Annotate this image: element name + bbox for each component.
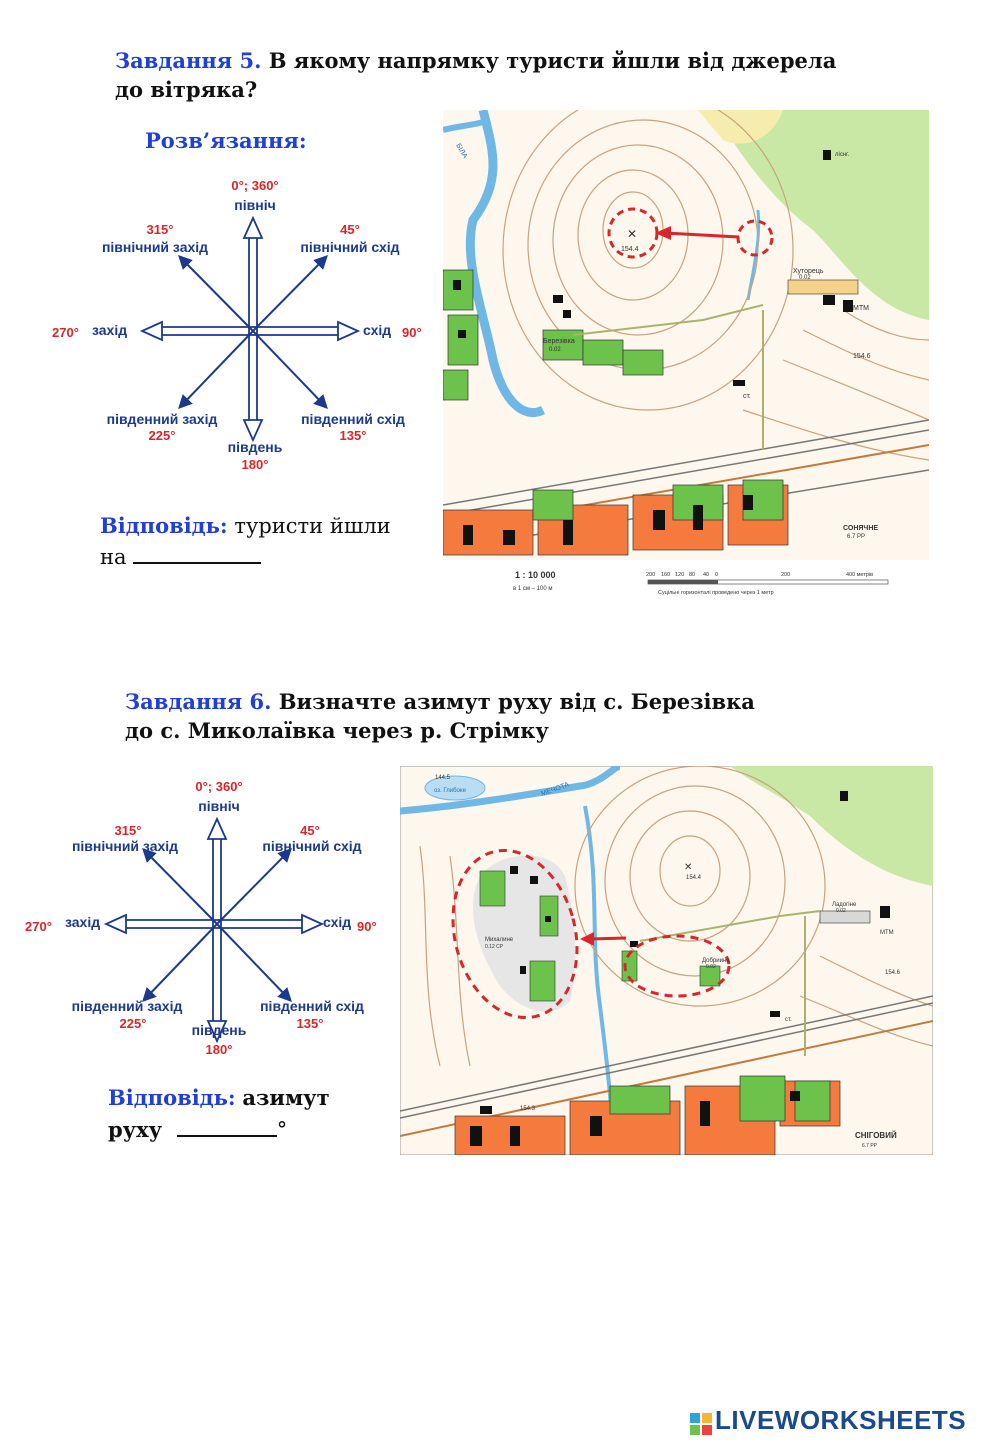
village2-label: Добриине (702, 958, 730, 964)
se-degree: 135° (296, 1016, 324, 1031)
svg-text:40: 40 (703, 572, 710, 578)
east-label: схід (363, 322, 392, 338)
task5-label: Завдання 5. (115, 48, 262, 73)
north-degree: 0°; 360° (231, 178, 279, 193)
svg-text:200: 200 (781, 572, 791, 578)
west-degree: 270° (25, 919, 52, 934)
sw-degree: 225° (119, 1016, 147, 1031)
west-label: захід (92, 322, 128, 338)
ne-label: північний схід (262, 838, 362, 854)
se-label: південний схід (301, 411, 405, 427)
svg-text:400 метрів: 400 метрів (846, 572, 874, 578)
task5-answer-blank[interactable] (133, 542, 261, 564)
village2-elev: 0.02 (706, 964, 716, 970)
svg-text:200: 200 (646, 572, 656, 578)
task6-question (125, 687, 925, 745)
village2-elev: 0.02 (799, 275, 811, 281)
mill-elev: 154.4 (686, 875, 702, 881)
south-label: південь (227, 439, 283, 455)
map-scale-sub: в 1 см – 100 м (513, 586, 553, 592)
task6-answer-text: азимут (242, 1085, 330, 1110)
station-label: ст. (743, 393, 751, 400)
east-degree: 90° (357, 919, 377, 934)
north-degree: 0°; 360° (195, 779, 243, 794)
river-label: БІЛА (454, 142, 469, 160)
liveworksheets-logo (690, 1405, 966, 1436)
task5-map (443, 110, 929, 596)
south-degree: 180° (205, 1042, 233, 1057)
mill-elev: 154.4 (621, 246, 639, 253)
se-label: південний схід (260, 998, 364, 1014)
direction-arrow (590, 938, 626, 939)
svg-text:80: 80 (689, 572, 696, 578)
sw-label: південний захід (106, 411, 218, 427)
sw-degree: 225° (148, 428, 176, 443)
task6-answer (108, 1082, 408, 1146)
logo-text: LIVEWORKSHEETS (715, 1405, 967, 1435)
map-scale: 1 : 10 000 (515, 570, 556, 580)
task5-question (115, 46, 915, 104)
south-degree: 180° (241, 457, 269, 472)
logo-icon (690, 1411, 712, 1433)
nw-degree: 315° (146, 222, 174, 237)
windmill-icon: ✕ (627, 227, 638, 241)
ne-degree: 45° (300, 823, 320, 838)
sw-label: південний захід (71, 998, 183, 1014)
task6-answer-blank[interactable] (177, 1115, 277, 1137)
village1-info: 0.12 СР (485, 944, 504, 950)
town-info: 6.7 РР (862, 1143, 878, 1149)
task5-solution-label: Розв’язання: (145, 128, 307, 153)
nw-label: північний захід (101, 239, 209, 255)
nw-label: північний захід (71, 838, 179, 854)
mtm-label: МТМ (853, 305, 869, 312)
west-label: захід (65, 914, 101, 930)
degree-symbol: ° (276, 1118, 288, 1142)
north-label: північ (234, 197, 276, 213)
svg-text:160: 160 (661, 572, 671, 578)
town-label: СНІГОВИЙ (855, 1131, 897, 1140)
task6-answer-label: Відповідь: (108, 1085, 236, 1110)
task6-map (400, 766, 933, 1155)
compass-rose-1 (40, 172, 440, 477)
village3-elev: 0.02 (836, 908, 846, 914)
south-label: південь (191, 1022, 247, 1038)
task5-answer-label: Відповідь: (100, 513, 228, 538)
svg-text:120: 120 (675, 572, 685, 578)
west-degree: 270° (52, 325, 79, 340)
task5-answer-text2: на (100, 545, 127, 569)
east-label: схід (323, 914, 352, 930)
east-degree: 90° (402, 325, 422, 340)
task6-question-line2: до с. Миколаївка через р. Стрімку (125, 718, 549, 743)
task6-question-line1: Визначте азимут руху від с. Березівка (278, 689, 755, 714)
ne-label: північний схід (300, 239, 400, 255)
scale-note: Суцільні горизонталі проведено через 1 метр (658, 590, 774, 596)
lake-label: оз. Глибоке (434, 788, 466, 794)
village3-label: Ладогіне (832, 902, 857, 908)
task5-question-line2: до вітряка? (115, 77, 258, 102)
north-label: північ (198, 798, 240, 814)
task5-answer-text: туристи йшли (234, 514, 391, 538)
station-label: ст. (785, 1017, 792, 1023)
spot-elev: 154.6 (853, 353, 871, 360)
spot-elev: 154.6 (885, 970, 901, 976)
village1-label: Березівка (543, 338, 575, 345)
task5-answer (100, 510, 430, 573)
ne-degree: 45° (340, 222, 360, 237)
village1-elev: 0.02 (549, 347, 561, 353)
se-degree: 135° (339, 428, 367, 443)
task5-question-line1: В якому напрямку туристи йшли від джерела (268, 48, 837, 73)
spot-elev2: 154.3 (520, 1106, 536, 1112)
task6-answer-text2: руху (108, 1117, 163, 1142)
lake-elev: 144.5 (435, 775, 451, 781)
compass-rose-2 (15, 773, 415, 1078)
mtm-label: МТМ (880, 930, 894, 936)
river-label: МЕЧОТА (540, 781, 571, 798)
les-label: ліснг. (835, 152, 850, 158)
village1-label: Михалине (485, 937, 514, 943)
nw-degree: 315° (114, 823, 142, 838)
town-label: СОНЯЧНЕ (843, 525, 879, 532)
village2-label: Хуторець (793, 268, 824, 275)
task6-label: Завдання 6. (125, 689, 272, 714)
windmill-icon: ✕ (684, 862, 693, 873)
svg-text:0: 0 (715, 572, 719, 578)
town-info: 6.7 РР (847, 534, 866, 540)
